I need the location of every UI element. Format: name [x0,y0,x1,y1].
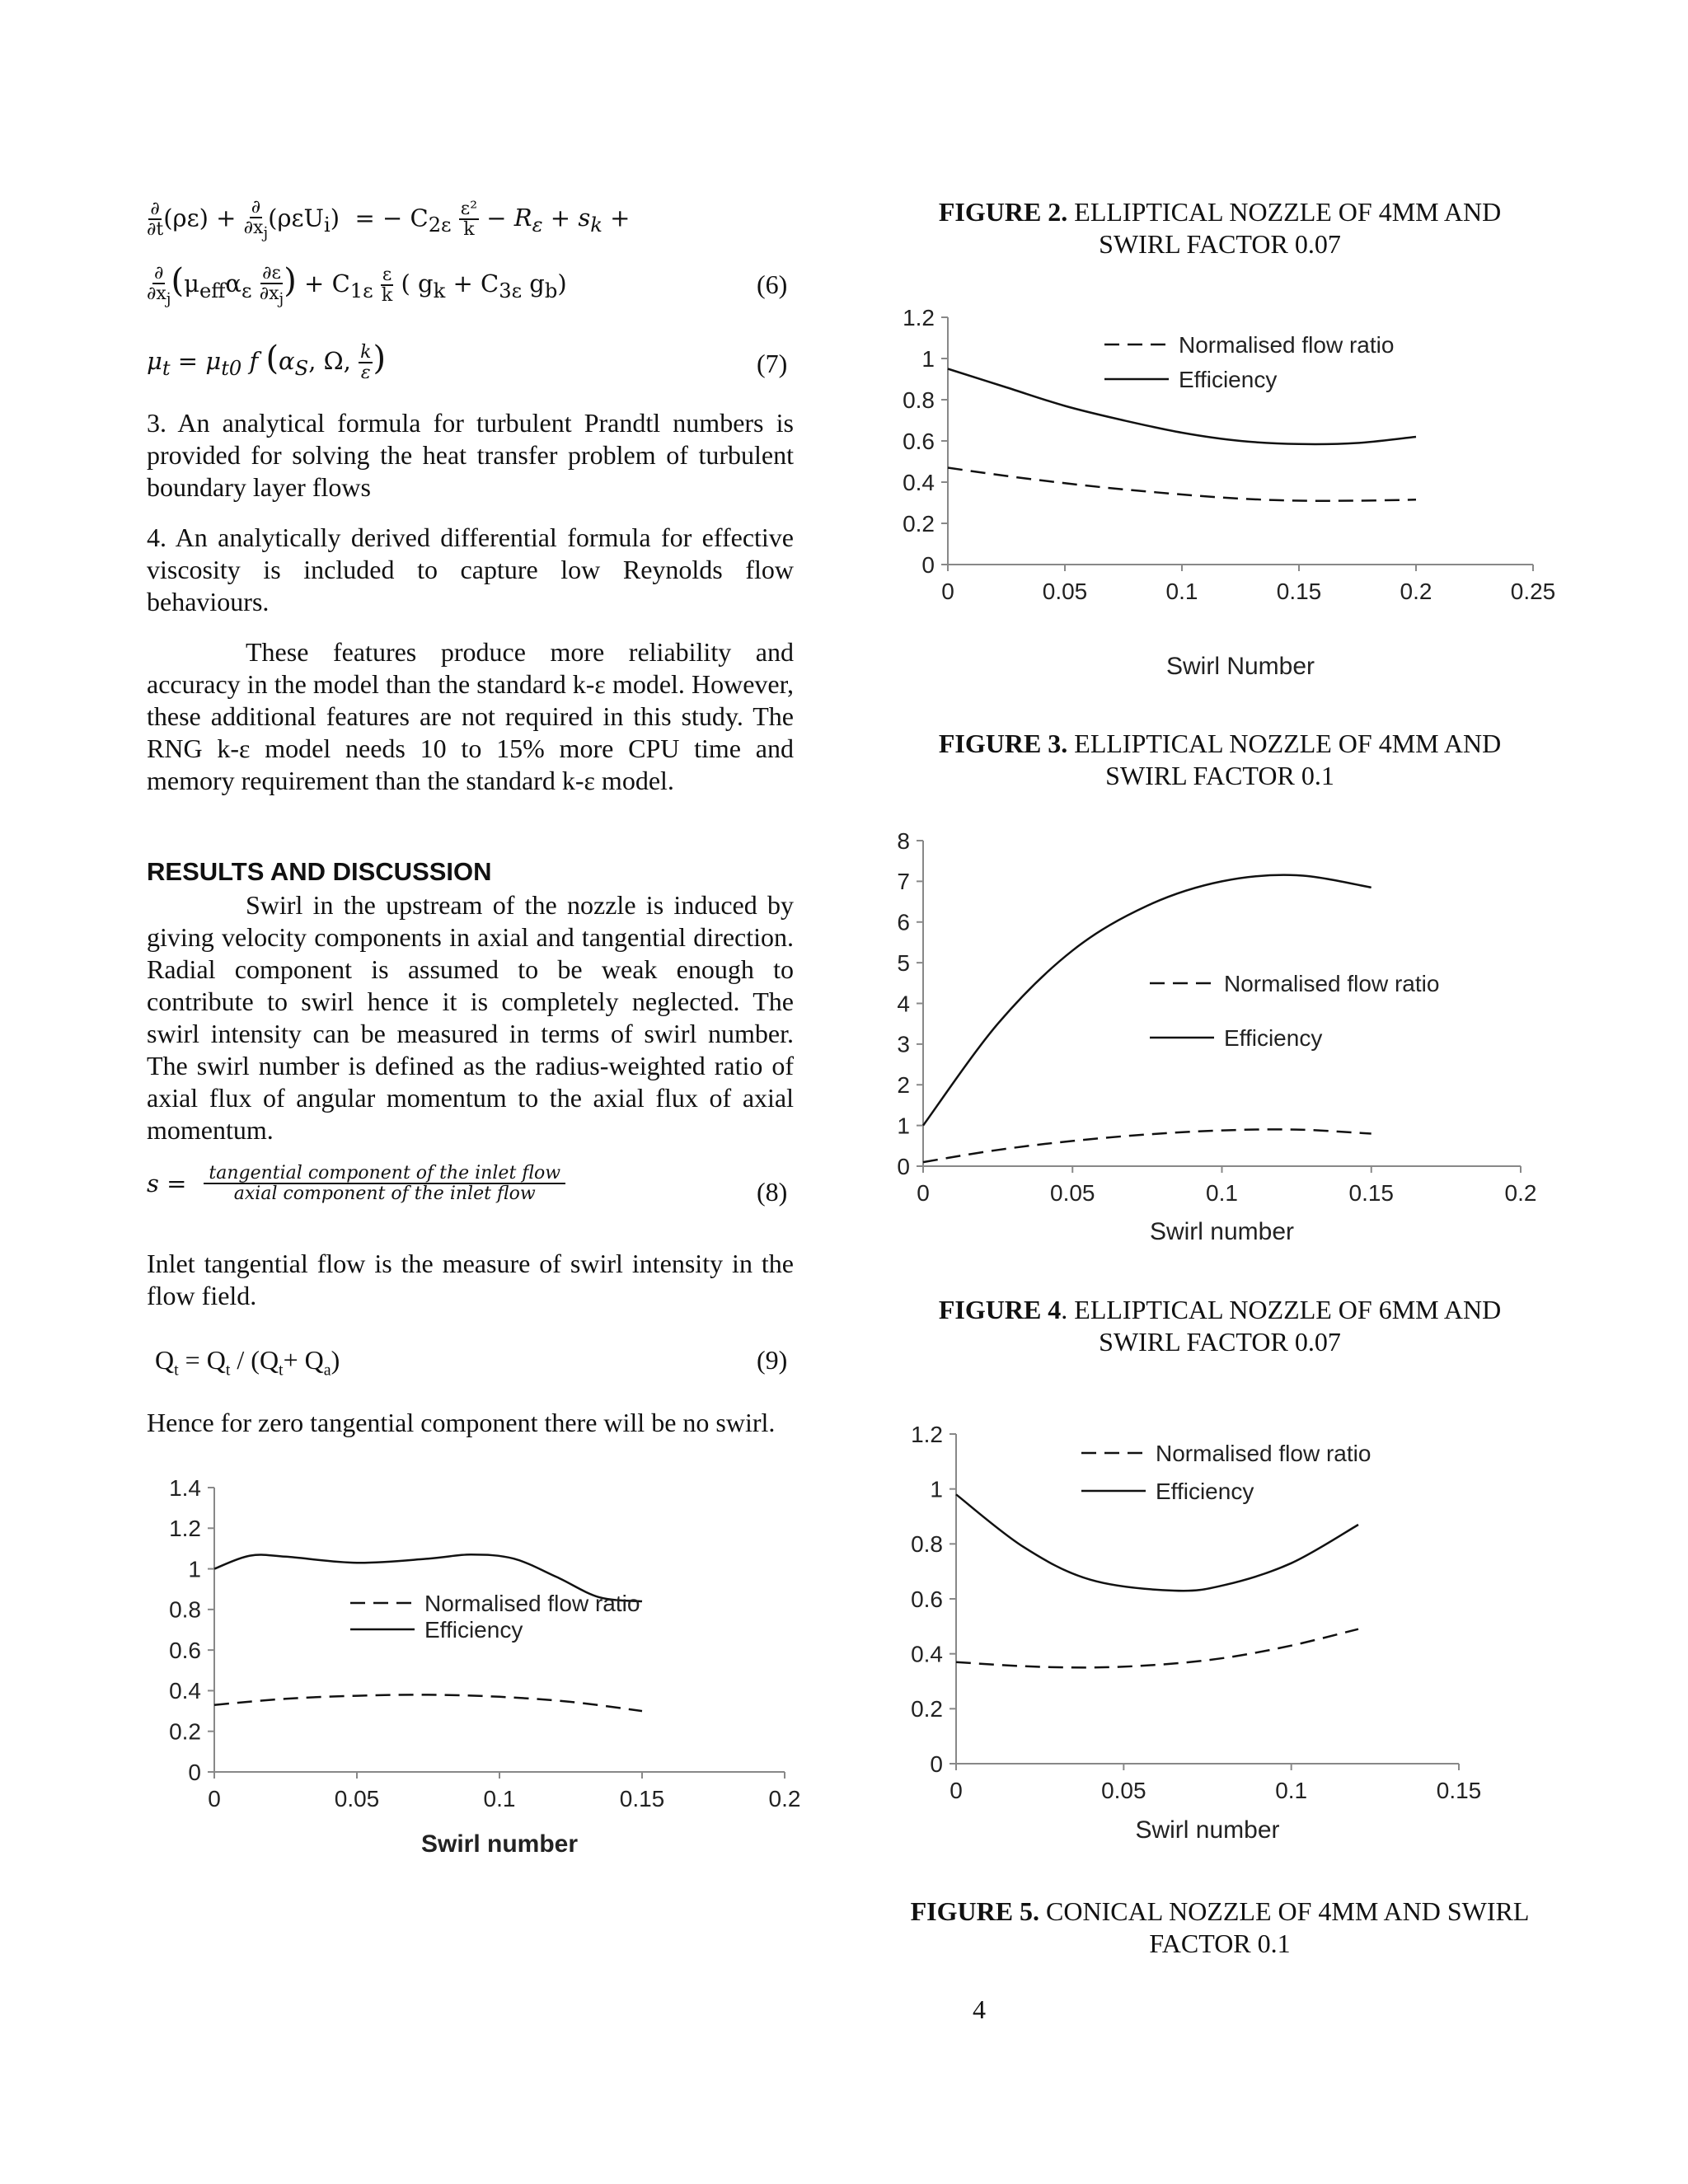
equation-6-line-1: $\frac{\partial}{\partial t}$ (ρε) + $\frac{\partial}{\partial x_j}$ (ρεU$_i$) = − $C_{2\varepsilon}$ $\frac{\text{ε²}}{k}$ − $R_\varepsilon + s_k$ + [147,197,631,242]
y-tick-label: 0.6 [911,1586,943,1612]
series-line-normalised-flow-ratio [214,1694,642,1711]
equation-6-line-2: $\frac{\partial}{\partial x_j}$ ($\mu_{eff}\alpha_\varepsilon$ $\frac{\partial\varepsilon}{\partial x_j}$ ) + $C_{1\varepsilon}$ $\frac{\varepsilon}{k}$ ( $g_k + C_{3\varepsilon}$ $g_b$) [147,262,567,308]
y-tick-label: 0.6 [903,428,935,454]
x-tick-label: 0.05 [1050,1180,1095,1206]
paragraph-swirl-text: Swirl in the upstream of the nozzle is induced by giving velocity components in axial and tangential direction. Radial component is assumed to be weak enough to contribute to swirl hence it is completely neglected. The swirl intensity can be measured in terms of swirl number. The swirl number is defined as the radius-weighted ratio of axial flux of angular momentum to the axial flux of axial momentum. [147,890,794,1145]
x-axis-label: Swirl Number [1165,653,1315,680]
page-number: 4 [973,1994,986,2024]
paragraph-viscosity: 4. An analytically derived differential formula for effective viscosity is included to capture low Reynolds flow behaviours. [147,523,794,616]
equation-7: $\mu_t = \mu_{t0}$ f ($\alpha_S$, Ω, $\frac{k}{\varepsilon}$ ) [147,340,387,383]
figure-2-label: FIGURE 2. [938,197,1068,227]
y-tick-label: 0 [188,1759,201,1785]
y-tick-label: 3 [897,1031,910,1057]
y-tick-label: 4 [897,991,910,1017]
equation-9: $Q_t = Q_t / (Q_t+ Q_a)$ [155,1345,340,1380]
figure-4-title-line1: . ELLIPTICAL NOZZLE OF 6MM AND [1061,1295,1502,1324]
y-tick-label: 1.2 [169,1516,201,1542]
x-tick-label: 0.1 [483,1786,516,1811]
x-tick-label: 0 [950,1778,963,1803]
equation-8-lhs: s = [147,1169,187,1198]
y-tick-label: 7 [897,869,910,895]
x-tick-label: 0.15 [1436,1778,1482,1803]
paragraph-features-text: These features produce more reliability and accuracy in the model than the standard k-ε model. However, these additional features are not required in this study. The RNG k-ε model needs 10 to 15% more CPU time and memory requirement than the standard k-ε model. [147,637,794,795]
y-tick-label: 0.4 [903,469,935,495]
x-tick-label: 0.2 [1400,579,1432,604]
y-tick-label: 0.8 [903,387,935,413]
equation-6-number: (6) [757,269,788,299]
paragraph-inlet: Inlet tangential flow is the measure of swirl intensity in the flow field. [147,1249,794,1310]
series-line-normalised-flow-ratio [956,1629,1358,1668]
y-tick-label: 6 [897,909,910,935]
y-tick-label: 0.6 [169,1637,201,1663]
x-tick-label: 0.05 [334,1786,380,1811]
series-line-normalised-flow-ratio [923,1129,1372,1162]
y-tick-label: 0 [897,1153,910,1179]
figure-2-title-line1: ELLIPTICAL NOZZLE OF 4MM AND [1067,197,1502,227]
section-heading: RESULTS AND DISCUSSION [147,857,492,886]
figure-5-caption [857,1896,1582,1960]
x-axis-label: Swirl number [1149,1218,1295,1245]
y-tick-label: 0 [930,1750,943,1777]
x-tick-label: 0.2 [768,1786,801,1811]
y-tick-label: 0.2 [903,510,935,537]
equation-8 [147,1164,608,1221]
x-tick-label: 0.2 [1504,1180,1537,1206]
y-tick-label: 0 [921,551,935,578]
y-tick-label: 1 [930,1476,943,1502]
figure-5-label: FIGURE 5. [910,1896,1040,1926]
paragraph-features [147,636,794,797]
legend-label-efficiency: Efficiency [424,1616,523,1643]
equation-8-denominator: axial component of the inlet flow [233,1183,536,1205]
x-tick-label: 0 [941,579,954,604]
equation-8-numerator: tangential component of the inlet flow [204,1164,565,1184]
figure-3-title-line1: ELLIPTICAL NOZZLE OF 4MM AND [1067,729,1502,758]
y-tick-label: 2 [897,1072,910,1099]
chart-fig3 [857,820,1582,1257]
y-tick-label: 1 [921,345,935,372]
x-tick-label: 0 [208,1786,221,1811]
y-tick-label: 0.8 [169,1596,201,1623]
y-tick-label: 1.4 [169,1474,201,1501]
legend-label-normalised-flow-ratio: Normalised flow ratio [1156,1440,1372,1466]
equation-9-number: (9) [757,1345,788,1375]
chart-fig2 [857,297,1582,692]
figure-2-caption [874,196,1566,260]
x-tick-label: 0.05 [1042,579,1088,604]
paragraph-prandtl: 3. An analytical formula for turbulent Prandtl numbers is provided for solving the heat transfer problem of turbulent boundary layer flows [147,408,794,502]
y-tick-label: 0.4 [911,1641,943,1667]
paragraph-zero-swirl: Hence for zero tangential component there will be no swirl. [147,1408,776,1437]
legend-label-normalised-flow-ratio: Normalised flow ratio [1179,331,1395,358]
y-tick-label: 1.2 [903,304,935,330]
x-axis-label: Swirl number [420,1830,579,1858]
series-line-efficiency [956,1494,1358,1591]
x-tick-label: 0.15 [1348,1180,1394,1206]
y-tick-label: 0.4 [169,1678,201,1704]
y-tick-label: 0.2 [169,1718,201,1745]
figure-3-label: FIGURE 3. [938,729,1068,758]
figure-3-title-line2: SWIRL FACTOR 0.1 [1105,761,1334,790]
x-tick-label: 0.1 [1275,1778,1308,1803]
legend-label-normalised-flow-ratio: Normalised flow ratio [1224,970,1440,996]
y-tick-label: 1 [897,1113,910,1139]
x-tick-label: 0.1 [1206,1180,1238,1206]
legend-label-efficiency: Efficiency [1156,1478,1254,1504]
series-line-normalised-flow-ratio [948,468,1416,501]
x-axis-label: Swirl number [1135,1816,1280,1844]
equation-8-number: (8) [757,1177,788,1207]
y-tick-label: 0.8 [911,1531,943,1558]
series-line-efficiency [923,875,1372,1126]
x-tick-label: 0.15 [1276,579,1322,604]
x-tick-label: 0.1 [1165,579,1198,604]
y-tick-label: 8 [897,827,910,854]
legend-label-normalised-flow-ratio: Normalised flow ratio [424,1590,640,1616]
paragraph-swirl [147,889,794,1146]
figure-4-label: FIGURE 4 [938,1295,1062,1324]
chart-fig4 [140,1463,816,1875]
legend-label-efficiency: Efficiency [1179,366,1278,392]
y-tick-label: 1.2 [911,1421,943,1447]
y-tick-label: 1 [188,1556,201,1582]
equation-7-number: (7) [757,349,788,378]
figure-2-title-line2: SWIRL FACTOR 0.07 [1099,229,1341,259]
x-tick-label: 0.15 [619,1786,665,1811]
figure-4-title-line2: SWIRL FACTOR 0.07 [1099,1327,1341,1357]
y-tick-label: 5 [897,949,910,976]
figure-4-caption [874,1294,1566,1358]
x-tick-label: 0.05 [1101,1778,1146,1803]
figure-3-caption [874,728,1566,792]
chart-fig5 [857,1409,1582,1846]
figure-5-title-line1: CONICAL NOZZLE OF 4MM AND SWIRL [1039,1896,1530,1926]
figure-5-title-line2: FACTOR 0.1 [1149,1929,1291,1958]
y-tick-label: 0.2 [911,1696,943,1722]
x-tick-label: 0 [917,1180,930,1206]
legend-label-efficiency: Efficiency [1224,1024,1323,1051]
x-tick-label: 0.25 [1510,579,1556,604]
